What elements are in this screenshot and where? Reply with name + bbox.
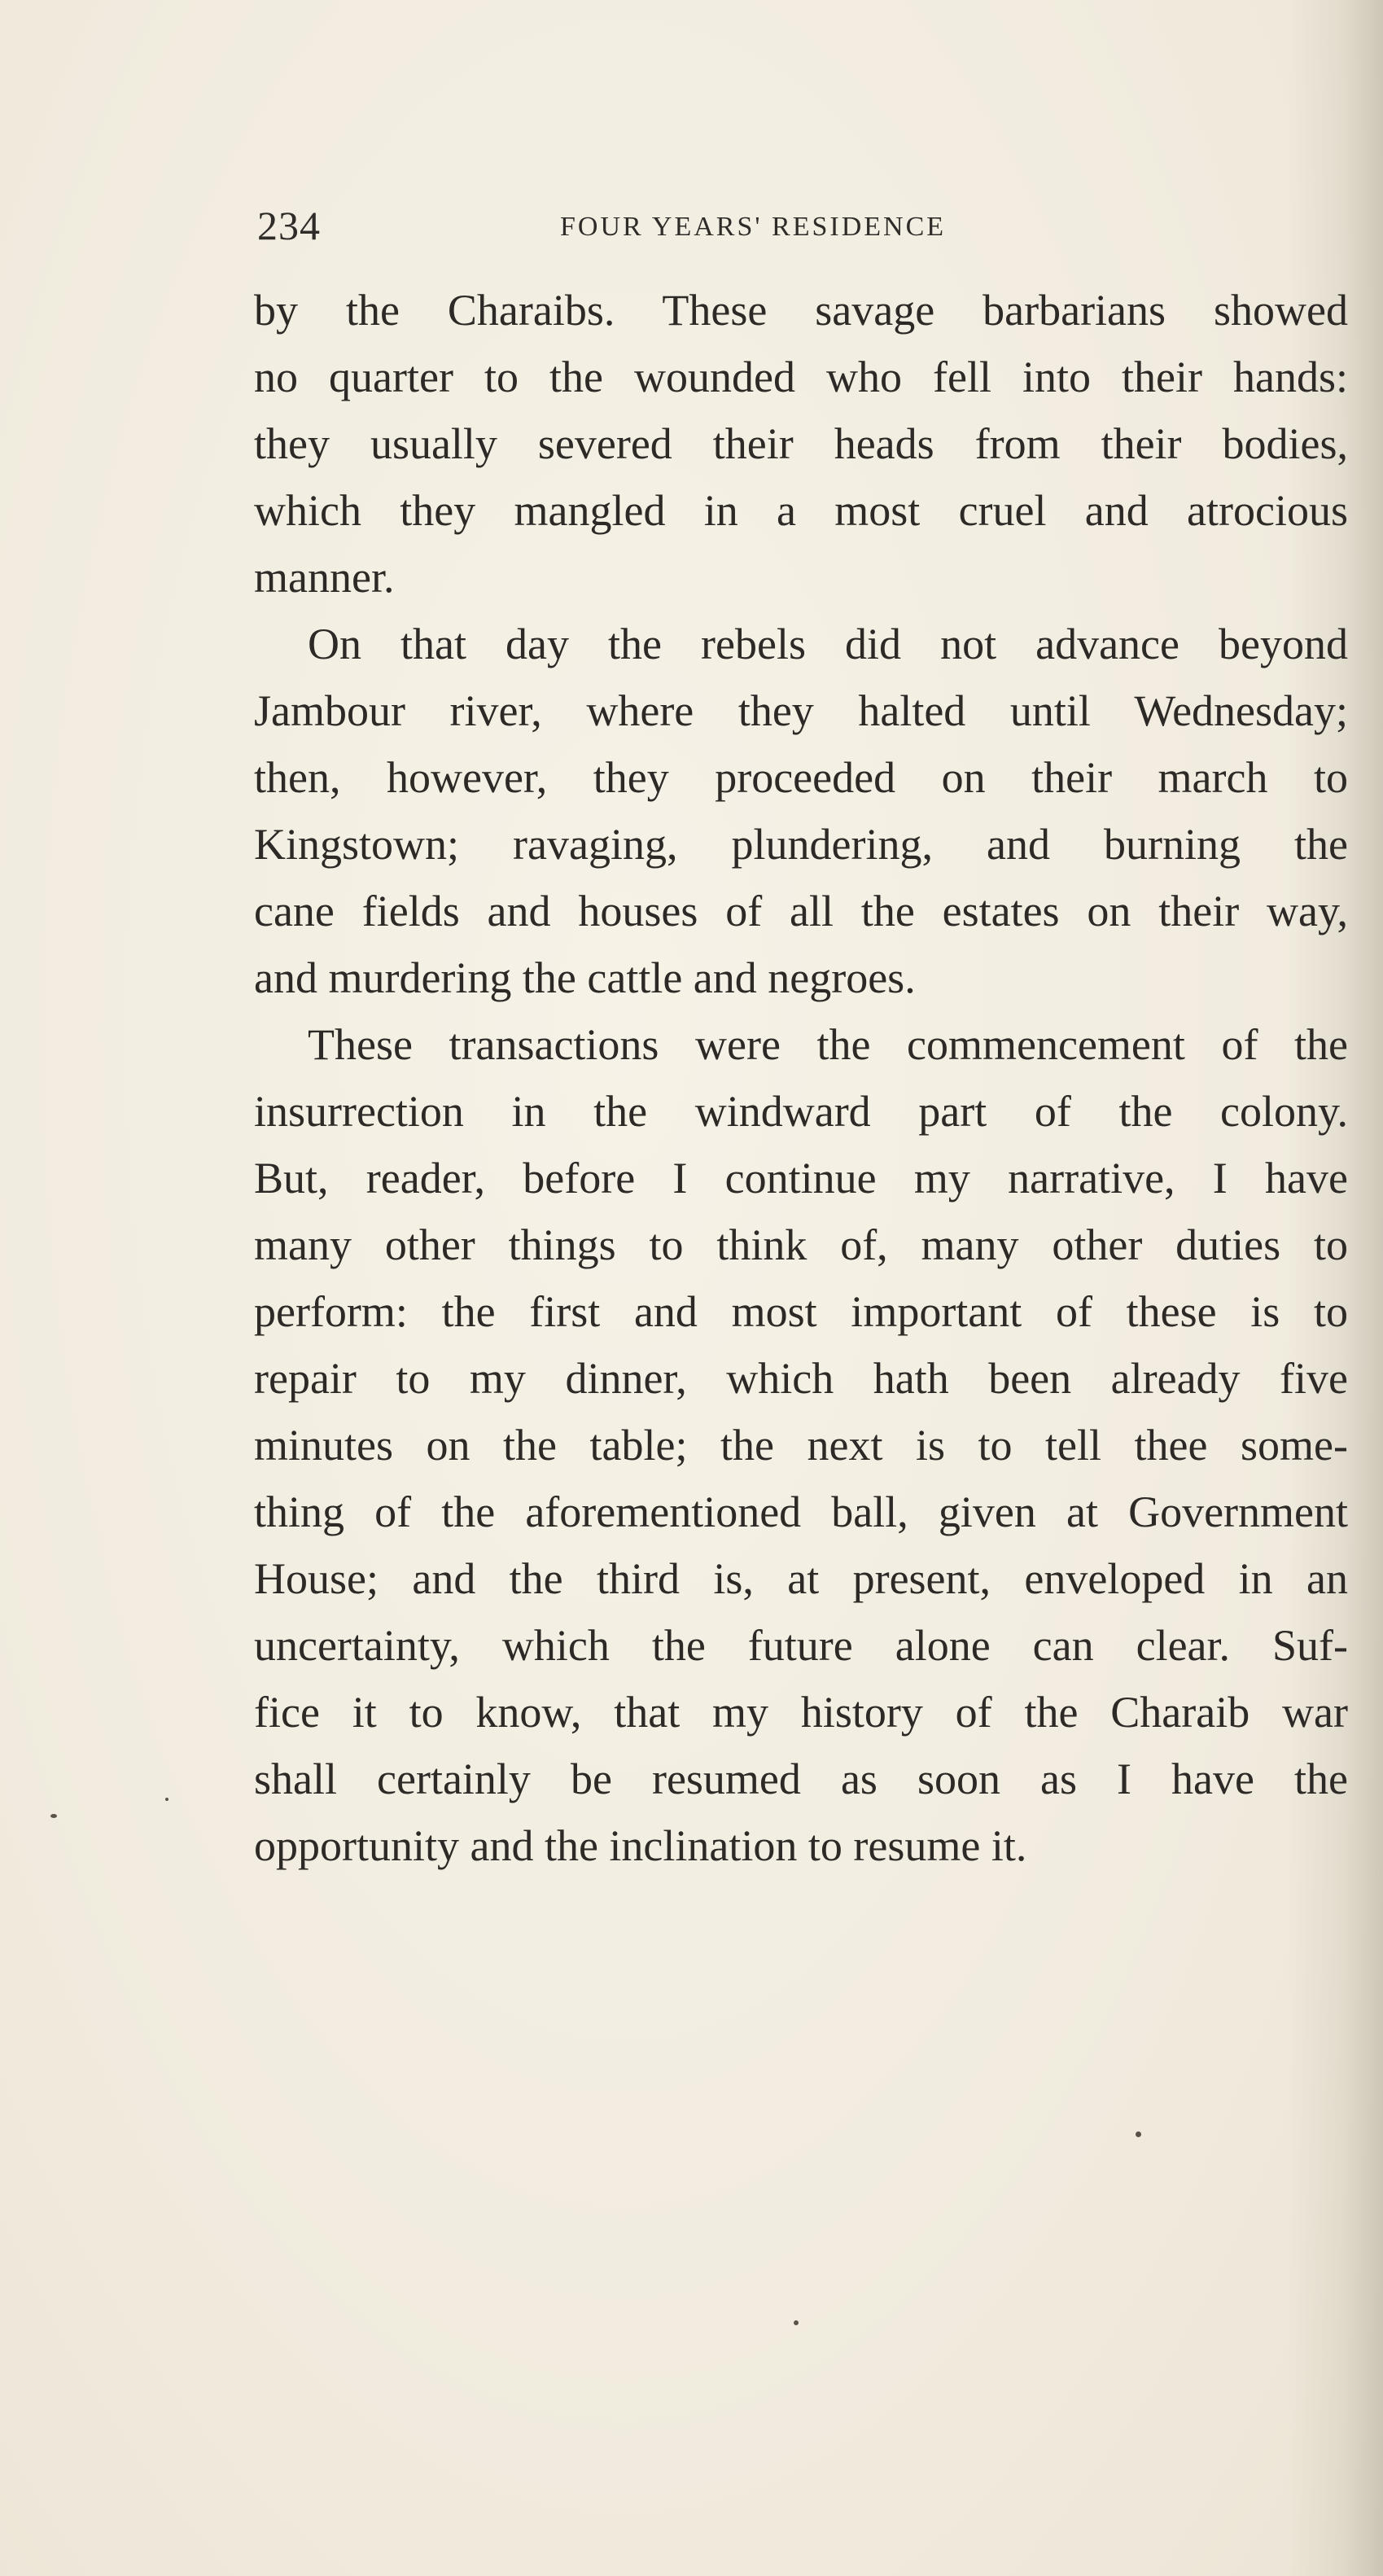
text-line: Kingstown; ravaging, plundering, and burning the	[254, 820, 1348, 869]
text-line: by the Charaibs. These savage barbarians showed	[254, 286, 1348, 335]
text-line: insurrection in the windward part of the colony.	[254, 1087, 1348, 1136]
paper-speck	[794, 2320, 799, 2325]
text-line: thing of the aforementioned ball, given at Government	[254, 1487, 1348, 1536]
text-line: manner.	[254, 553, 395, 602]
text-line: minutes on the table; the next is to tell thee some-	[254, 1421, 1348, 1470]
text-line: On that day the rebels did not advance beyond	[308, 620, 1348, 668]
text-line: uncertainty, which the future alone can clear. Suf-	[254, 1621, 1348, 1670]
paper-speck	[1136, 2131, 1141, 2137]
text-line: But, reader, before I continue my narrative, I have	[254, 1154, 1348, 1203]
text-line: then, however, they proceeded on their march to	[254, 753, 1348, 802]
text-line: opportunity and the inclination to resume it.	[254, 1821, 1027, 1870]
page-header	[257, 202, 1088, 251]
text-line: House; and the third is, at present, enveloped in an	[254, 1554, 1348, 1603]
text-line: Jambour river, where they halted until Wednesday;	[254, 686, 1348, 735]
paper-speck	[50, 1814, 57, 1818]
paper-speck	[165, 1798, 168, 1801]
text-line: many other things to think of, many other duties to	[254, 1220, 1348, 1269]
text-line: which they mangled in a most cruel and atrocious	[254, 486, 1348, 535]
text-line: These transactions were the commencement of the	[308, 1020, 1348, 1069]
text-line: they usually severed their heads from their bodies,	[254, 419, 1348, 468]
text-line: repair to my dinner, which hath been already five	[254, 1354, 1348, 1403]
text-line: and murdering the cattle and negroes.	[254, 953, 916, 1002]
page-number: 234	[257, 203, 321, 248]
body-text	[254, 277, 1348, 1879]
text-line: perform: the first and most important of these is to	[254, 1287, 1348, 1336]
text-line: shall certainly be resumed as soon as I have the	[254, 1755, 1348, 1803]
text-line: no quarter to the wounded who fell into their hands:	[254, 353, 1348, 401]
text-line: cane fields and houses of all the estates on their way,	[254, 887, 1348, 935]
text-line: fice it to know, that my history of the Charaib war	[254, 1688, 1348, 1737]
running-head: FOUR YEARS' RESIDENCE	[560, 212, 947, 242]
